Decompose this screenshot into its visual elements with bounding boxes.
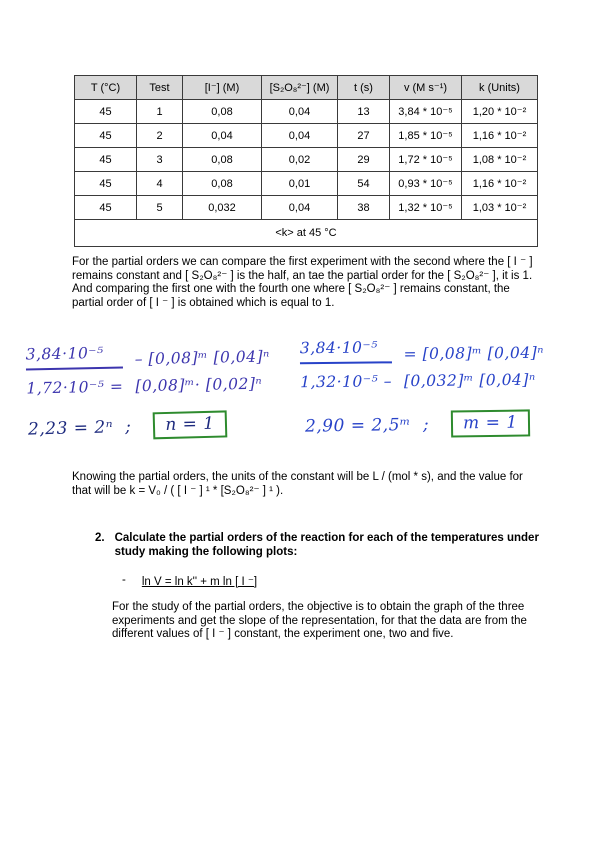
table-cell: 0,08 <box>183 172 262 196</box>
table-cell: 0,04 <box>183 124 262 148</box>
ln-formula: ln V = ln k'' + m ln [ I ⁻] <box>141 576 258 588</box>
column-header: k (Units) <box>462 76 538 100</box>
item-text: Calculate the partial orders of the reaction for each of the temperatures under study making the following plots: <box>114 532 539 558</box>
table-cell: 0,93 * 10⁻⁵ <box>390 172 462 196</box>
table-cell: 1,20 * 10⁻² <box>462 100 538 124</box>
table-cell: 45 <box>75 100 137 124</box>
column-header: Test <box>137 76 183 100</box>
table-cell: 1,08 * 10⁻² <box>462 148 538 172</box>
results-table-header-row <box>75 76 538 100</box>
result-expression: 2,23 = 2ⁿ <box>27 416 114 440</box>
fraction-numerator-rhs: – [0,08]ᵐ [0,04]ⁿ <box>134 347 271 369</box>
table-cell: 1,72 * 10⁻⁵ <box>390 148 462 172</box>
bullet-marker: - <box>122 574 126 586</box>
table-cell: 45 <box>75 148 137 172</box>
table-row <box>75 172 538 196</box>
table-footer-row <box>75 220 538 247</box>
boxed-answer-n: n = 1 <box>153 410 227 439</box>
table-cell: 13 <box>338 100 390 124</box>
table-cell: 3 <box>137 148 183 172</box>
table-cell: 1,16 * 10⁻² <box>462 172 538 196</box>
table-row <box>75 124 538 148</box>
column-header: T (°C) <box>75 76 137 100</box>
table-cell: 38 <box>338 196 390 220</box>
column-header: v (M s⁻¹) <box>390 76 462 100</box>
table-cell: 0,04 <box>262 124 338 148</box>
table-cell: 45 <box>75 172 137 196</box>
handwritten-result-n <box>28 410 227 442</box>
paragraph-partial-orders: For the partial orders we can compare the first experiment with the second where the [ I ⁻ ] remains constant and [ S₂O₈²⁻ ] is the half, an tae the partial order for the [ S₂O₈²⁻ ], it is 1. And comparing the first one with the fourth one where [ S₂O₈²⁻ ] remains constant, the partial order of [ I ⁻ ] is obtained which is equal to 1. <box>72 256 533 309</box>
paragraph-study-partial-orders: For the study of the partial orders, the objective is to obtain the graph of the three experiments and get the slope of the representation, for that the data are from the different values of [ I ⁻ ] constant, the experiment one, two and five. <box>112 601 527 641</box>
result-expression: 2,90 = 2,5ᵐ <box>304 414 412 437</box>
results-table-body <box>75 100 538 220</box>
table-cell: 1 <box>137 100 183 124</box>
kinetics-results-table <box>74 75 538 247</box>
table-cell: 1,32 * 10⁻⁵ <box>390 196 462 220</box>
fraction-denominator-rhs: [0,032]ᵐ [0,04]ⁿ <box>403 370 536 391</box>
table-cell: 5 <box>137 196 183 220</box>
fraction-denominator: 1,32·10⁻⁵ – <box>300 372 393 392</box>
table-cell: 0,032 <box>183 196 262 220</box>
table-cell: 3,84 * 10⁻⁵ <box>390 100 462 124</box>
fraction-numerator: 3,84·10⁻⁵ <box>300 338 392 364</box>
paragraph-units-constant: Knowing the partial orders, the units of the constant will be L / (mol * s), and the value for that will be k = V₀ / ( [ I ⁻ ] ¹ * [S₂O₈²⁻ ] ¹ ). <box>72 471 523 497</box>
handwritten-calc-right <box>300 337 545 392</box>
formula-bullet <box>122 574 257 588</box>
table-cell: 1,16 * 10⁻² <box>462 124 538 148</box>
table-cell: 45 <box>75 196 137 220</box>
table-row <box>75 196 538 220</box>
handwritten-result-m <box>305 409 530 439</box>
separator: ; <box>124 416 132 437</box>
handwritten-calc-left <box>25 340 270 397</box>
table-cell: 0,04 <box>262 100 338 124</box>
table-cell: 0,02 <box>262 148 338 172</box>
column-header: t (s) <box>338 76 390 100</box>
table-cell: 54 <box>338 172 390 196</box>
table-footer-cell: <k> at 45 °C <box>75 220 538 247</box>
fraction-numerator: 3,84·10⁻⁵ <box>25 344 122 371</box>
table-row <box>75 148 538 172</box>
table-cell: 1,85 * 10⁻⁵ <box>390 124 462 148</box>
table-cell: 4 <box>137 172 183 196</box>
numbered-item-2 <box>95 531 539 559</box>
fraction-denominator: 1,72·10⁻⁵ = <box>26 377 124 398</box>
table-cell: 27 <box>338 124 390 148</box>
table-cell: 45 <box>75 124 137 148</box>
boxed-answer-m: m = 1 <box>451 409 530 437</box>
separator: ; <box>422 414 430 435</box>
fraction-numerator-rhs: = [0,08]ᵐ [0,04]ⁿ <box>403 343 545 364</box>
column-header: [S₂O₈²⁻] (M) <box>262 76 338 100</box>
table-cell: 2 <box>137 124 183 148</box>
table-cell: 1,03 * 10⁻² <box>462 196 538 220</box>
column-header: [I⁻] (M) <box>183 76 262 100</box>
table-cell: 0,01 <box>262 172 338 196</box>
table-cell: 0,04 <box>262 196 338 220</box>
item-number: 2. <box>95 532 105 544</box>
table-cell: 29 <box>338 148 390 172</box>
fraction-denominator-rhs: [0,08]ᵐ· [0,02]ⁿ <box>135 374 263 396</box>
table-row <box>75 100 538 124</box>
table-cell: 0,08 <box>183 148 262 172</box>
table-cell: 0,08 <box>183 100 262 124</box>
